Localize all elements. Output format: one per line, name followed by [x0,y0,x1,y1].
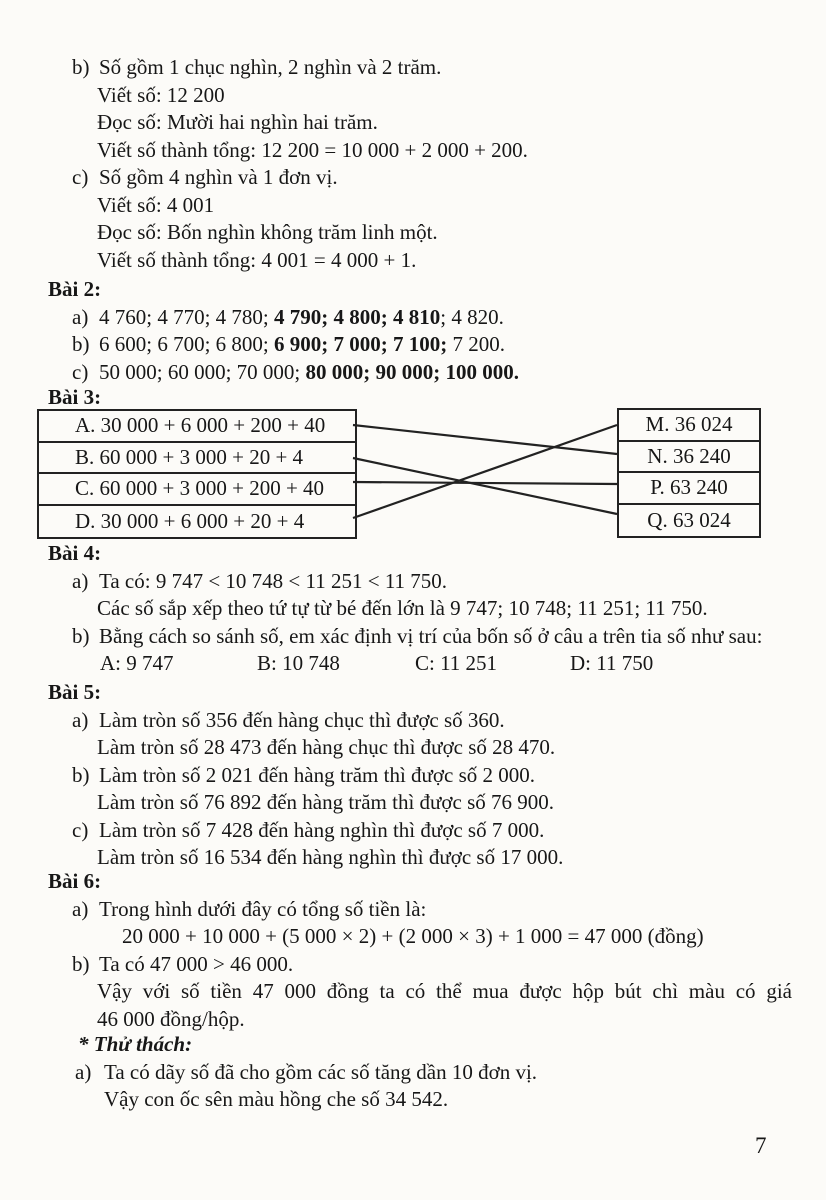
bai4-item-a [0,568,826,596]
number-line-point-C: C: 11 251 [415,651,498,675]
rounding-line: Làm tròn số 356 đến hàng chục thì được số 360. [99,707,505,732]
sum-expression: C. 60 000 + 3 000 + 200 + 40 [75,476,325,501]
sum-expression: A. 30 000 + 6 000 + 200 + 40 [75,413,326,438]
section-bai2 [0,276,826,386]
number-value: M. 36 024 [645,412,733,437]
item-text: Trong hình dưới đây có tổng số tiền là: [99,896,427,921]
item-marker: c) [72,165,89,189]
table-row [39,506,355,538]
item-text: Số gồm 4 nghìn và 1 đơn vị. [99,165,338,189]
bai3-heading: Bài 3: [48,385,102,409]
sequence-normal: ; 4 820. [440,304,504,329]
table-row [619,505,759,537]
page-number: 7 [755,1133,767,1158]
item-text: Ta có 47 000 > 46 000. [99,951,294,976]
sequence-normal: 7 200. [447,332,505,356]
bai3-matching-figure [0,400,826,546]
bai6-heading: Bài 6: [48,869,102,893]
bai6-item-b [0,951,826,979]
table-row [619,442,759,474]
item-c [0,164,826,192]
table-row [39,411,355,443]
section-bai6 [0,868,826,1033]
item-marker: a) [72,707,89,732]
rounding-line: Làm tròn số 7 428 đến hàng nghìn thì được số 7 000. [99,817,545,842]
rounding-line: Làm tròn số 2 021 đến hàng trăm thì được số 2 000. [99,762,536,787]
doc-so-line: Đọc số: Bốn nghìn không trăm linh một. [97,220,438,244]
bai4-item-b [0,623,826,651]
item-b [0,54,826,82]
bai5-heading: Bài 5: [48,680,102,704]
viet-so-line: Viết số: 12 200 [97,82,225,107]
bai2-heading: Bài 2: [48,277,102,301]
section-challenge [0,1031,826,1114]
sum-expression: B. 60 000 + 3 000 + 20 + 4 [75,444,304,469]
bai5-item-b [0,762,826,790]
bai2-item-c [0,359,826,387]
item-text: Số gồm 1 chục nghìn, 2 nghìn và 2 trăm. [99,55,442,79]
rounding-line: Làm tròn số 76 892 đến hàng trăm thì được số 76 900. [97,790,555,814]
sequence-normal: 6 600; 6 700; 6 800; [99,332,275,356]
item-marker: a) [72,304,89,329]
table-row [619,410,759,442]
tong-line: Viết số thành tổng: 4 001 = 4 000 + 1. [97,247,417,272]
challenge-item-a [0,1059,826,1087]
sequence-answer: 4 790; 4 800; 4 810 [274,304,441,329]
item-marker: b) [72,623,90,648]
section-bai4 [0,540,826,678]
number-line-point-A: A: 9 747 [100,651,174,675]
sequence-answer: 80 000; 90 000; 100 000. [305,359,520,384]
bai5-item-a [0,707,826,735]
bai2-item-a [0,304,826,332]
match-line-C-P [353,482,617,484]
table-row [39,443,355,475]
item-marker: c) [72,359,89,384]
item-marker: b) [72,762,90,787]
item-marker: a) [75,1059,92,1084]
bai2-item-b [0,331,826,359]
bai5-item-c [0,817,826,845]
rounding-line: Làm tròn số 16 534 đến hàng nghìn thì được số 17 000. [97,845,564,869]
number-value: P. 63 240 [650,475,728,500]
item-marker: b) [72,55,90,79]
number-line-point-D: D: 11 750 [570,651,654,675]
table-row [619,473,759,505]
sequence-normal: 4 760; 4 770; 4 780; [99,304,275,329]
item-marker: a) [72,568,89,593]
bai6-conclusion-line1: Vậy với số tiền 47 000 đồng ta có thể mua được hộp bút chì màu có giá [97,979,792,1003]
item-text: Ta có dãy số đã cho gồm các số tăng dần 10 đơn vị. [104,1059,538,1084]
number-value: Q. 63 024 [647,507,731,532]
doc-so-line: Đọc số: Mười hai nghìn hai trăm. [97,110,378,134]
money-equation: 20 000 + 10 000 + (5 000 × 2) + (2 000 × 3) + 1 000 = 47 000 (đồng) [122,924,704,948]
numbers-table [617,408,761,538]
challenge-conclusion: Vậy con ốc sên màu hồng che số 34 542. [104,1087,449,1111]
bai6-conclusion-line2: 46 000 đồng/hộp. [97,1006,245,1031]
sequence-answer: 6 900; 7 000; 7 100; [274,332,448,356]
item-marker: b) [72,332,90,356]
item-marker: c) [72,817,89,842]
challenge-heading: * Thử thách: [78,1032,193,1056]
section-bai5 [0,679,826,872]
sums-table [37,409,357,539]
viet-so-line: Viết số: 4 001 [97,192,215,217]
sum-expression: D. 30 000 + 6 000 + 20 + 4 [75,508,305,533]
item-marker: b) [72,951,90,976]
table-row [39,474,355,506]
match-line-B-Q [353,458,617,514]
bai4-heading: Bài 4: [48,541,102,565]
sequence-normal: 50 000; 60 000; 70 000; [99,359,306,384]
item-text: Bằng cách so sánh số, em xác định vị trí của bốn số ở câu a trên tia số như sau: [99,623,763,648]
number-value: N. 36 240 [647,443,731,468]
item-marker: a) [72,896,89,921]
item-text: Ta có: 9 747 < 10 748 < 11 251 < 11 750. [99,568,448,593]
bai4-a-conclusion: Các số sắp xếp theo tứ tự từ bé đến lớn là 9 747; 10 748; 11 251; 11 750. [97,596,708,620]
tong-line: Viết số thành tổng: 12 200 = 10 000 + 2 000 + 200. [97,137,528,162]
section-exercise1-answers [0,54,826,274]
bai6-item-a [0,896,826,924]
number-line-point-B: B: 10 748 [257,651,340,675]
rounding-line: Làm tròn số 28 473 đến hàng chục thì được số 28 470. [97,735,556,759]
